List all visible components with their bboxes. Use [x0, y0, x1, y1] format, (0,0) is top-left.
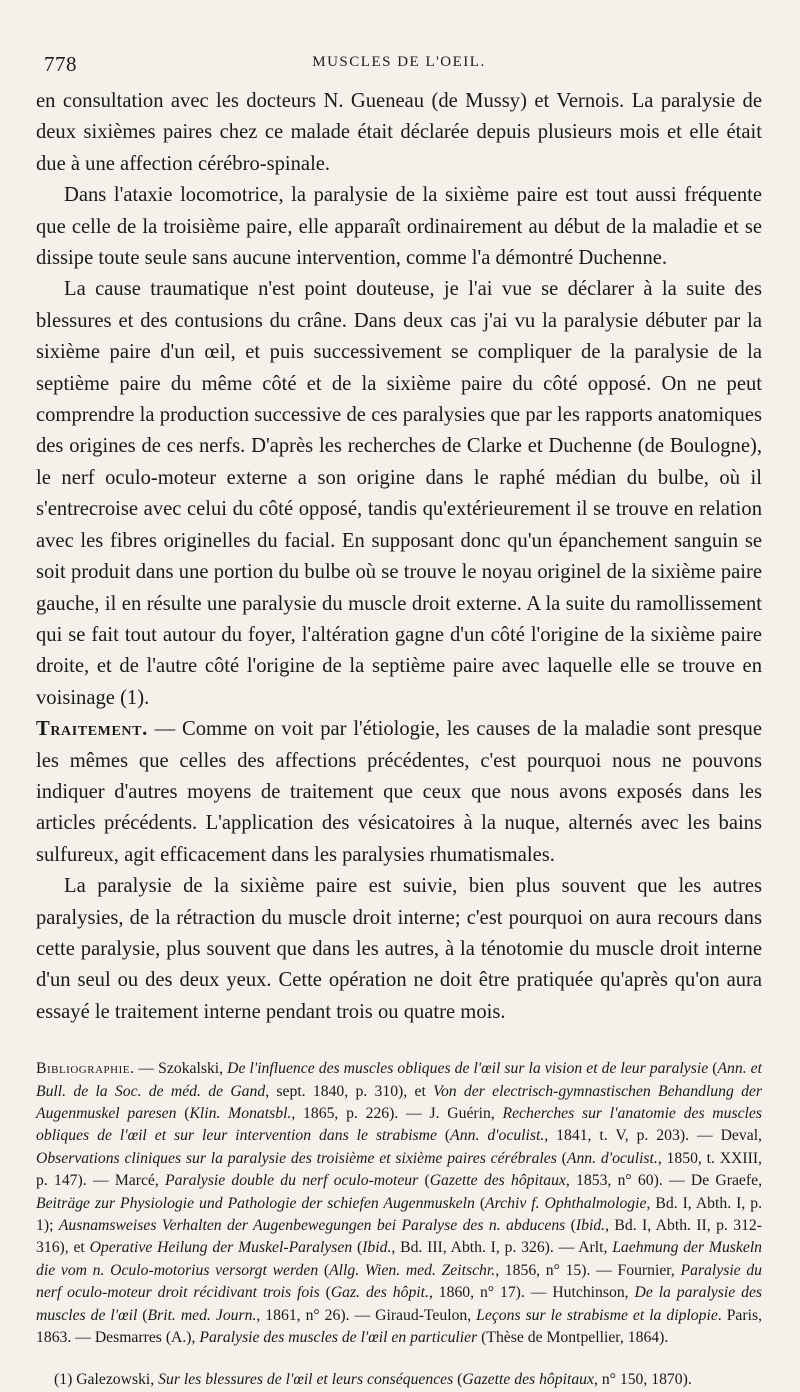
bibliography-entry-post: ( [318, 1261, 330, 1279]
bibliography-entry-pre: — Hutchinson, [530, 1284, 635, 1302]
bibliography-entry-end: , 1865, p. 226). [291, 1105, 407, 1122]
bibliography-entry-end: . Paris, 1863. [36, 1306, 762, 1347]
traitement-heading: Traitement. [36, 718, 148, 741]
bibliography-entry-title: Beiträge zur Physiologie und Pathologie der schiefen Augenmuskeln [36, 1194, 475, 1212]
running-head [36, 46, 762, 86]
footnote-pre: Galezowski, [72, 1371, 159, 1389]
bibliography-entry-src: Allg. Wien. med. Zeitschr. [329, 1261, 496, 1279]
bibliography-entry-end: , 1856, n° 15). [495, 1261, 597, 1279]
bibliography-entry-post: ( [418, 1172, 430, 1190]
bibliography-entry-end: , 1860, n° 17). [428, 1284, 531, 1302]
bibliography-entry-src: Klin. Monatsbl. [189, 1105, 292, 1122]
bibliography-entry-src: Archiv f. Ophthalmologie [485, 1194, 647, 1212]
bibliography-entry-title: Paralysie des muscles de l'œil en particulier [199, 1329, 478, 1347]
bibliography-entry-src: Gazette des hôpitaux [429, 1172, 566, 1190]
body-text [36, 86, 762, 1028]
bibliography-entry-post: ( [319, 1284, 331, 1302]
bibliography-entry-pre: — Deval, [696, 1127, 762, 1145]
bibliography-entry-post: ( [556, 1149, 567, 1167]
bibliography-entry-post: ( [708, 1060, 718, 1078]
footnote-source: Gazette des hôpitaux [462, 1371, 594, 1389]
bibliography-entry-post: ( [137, 1306, 148, 1324]
traitement-text: — Comme on voit par l'étiologie, les causes de la maladie sont presque les mêmes que celles des affections précédentes, c'est pourquoi nous ne pouvons indiquer d'autres moyens de traitement que ceux que nous avons exposés dans les articles précédents. L'application des vésicatoires à la nuque, alternés avec les bains sulfureux, agit efficacement dans les paralysies rhumatismales. [36, 718, 762, 866]
bibliography-entry-title: Observations cliniques sur la paralysie des troisième et sixième paires cérébrales [36, 1149, 557, 1167]
bibliography-entry-post: (Thèse de Montpellier, 1864). [477, 1329, 669, 1347]
bibliography-entry-pre: — Szokalski, [134, 1060, 228, 1078]
bibliography-entry-title: Operative Heilung der Muskel-Paralysen [89, 1239, 353, 1257]
bibliography-entry-title: De l'influence des muscles obliques de l'œil sur la vision et de leur paralysie [227, 1060, 709, 1078]
bibliography-entry-src: Ibid. [362, 1239, 392, 1257]
bibliography-entry-title: Paralysie du nerf oculo-moteur droit récidivant trois fois [36, 1261, 763, 1302]
bibliography-entry-end: , sept. 1840, p. 310), et [265, 1082, 434, 1100]
bibliography-entry-title: Ausnamsweises Verhalten der Augenbewegungen bei Paralyse des n. abducens [58, 1217, 566, 1235]
bibliography-entry-end: , 1861, n° 26). [256, 1306, 355, 1324]
bibliography-entry-end: , Bd. I, Abth. I, p. 1); [36, 1194, 762, 1235]
bibliography-entry-post: ( [352, 1239, 363, 1257]
bibliography-entry-pre: — Giraud-Teulon, [354, 1306, 477, 1324]
bibliography-entry-title: Paralysie double du nerf oculo-moteur [165, 1172, 419, 1190]
bibliography-entry-src: Gaz. des hôpit. [330, 1284, 429, 1302]
bibliography-entry-end: , Bd. III, Abth. I, p. 326). [391, 1239, 559, 1257]
bibliography-entry-title: De la paralysie des muscles de l'œil [36, 1284, 763, 1324]
bibliography-entry-pre: — Arlt, [558, 1239, 613, 1257]
bibliography-entry-pre: — Fournier, [596, 1261, 681, 1279]
bibliography-entry-src: Ann. et Bull. de la Soc. de méd. de Gand [36, 1060, 762, 1100]
bibliography-heading: Bibliographie. [36, 1060, 135, 1078]
bibliography-entry-end: , 1850, t. XXIII, p. 147). [36, 1149, 762, 1190]
footnote-title: Sur les blessures de l'œil et leurs conséquences [158, 1371, 454, 1389]
bibliography-entry-pre: — De Graefe, [668, 1172, 762, 1190]
bibliography-entry-pre: — J. Guérin, [406, 1105, 503, 1122]
paragraph-ataxie: Dans l'ataxie locomotrice, la paralysie de la sixième paire est tout aussi fréquente que celle de la troisième paire, elle apparaît ordinairement au début de la maladie et se dissipe toute seule sans aucune intervention, comme l'a démontré Duchenne. [36, 184, 762, 270]
bibliography-entry-src: Ibid. [575, 1217, 606, 1235]
page-number: 778 [44, 52, 77, 76]
bibliography-entry-end: , 1853, n° 60). [565, 1172, 669, 1190]
bibliography-entry-title: Laehmung der Muskeln die vom n. Oculo-motorius versorgt werden [36, 1239, 763, 1279]
footnote [36, 1369, 762, 1391]
bibliography [36, 1058, 762, 1349]
bibliography-entry-src: Ann. d'oculist. [566, 1149, 658, 1167]
paragraph-continuation: en consultation avec les docteurs N. Gueneau (de Mussy) et Vernois. La paralysie de deux sixièmes paires chez ce malade était déclarée depuis plusieurs mois et elle était due à une affection cérébro-spinale. [36, 90, 762, 175]
paragraph-closing: La paralysie de la sixième paire est suivie, bien plus souvent que les autres paralysies, de la rétraction du muscle droit interne; c'est pourquoi on aura recours dans cette paralysie, plus souvent que dans les autres, à la ténotomie du muscle droit interne d'un seul ou des deux yeux. Cette opération ne doit être pratiquée qu'après qu'on aura essayé le traitement interne pendant trois ou quatre mois. [36, 875, 762, 1023]
bibliography-entry-src: Brit. med. Journ. [147, 1306, 257, 1324]
bibliography-entry-pre: — Desmarres (A.), [75, 1329, 200, 1347]
bibliography-entry-title: Leçons sur le strabisme et la diplopie [476, 1306, 718, 1324]
bibliography-entries [36, 1060, 762, 1346]
footnote-post: ( [453, 1371, 463, 1389]
bibliography-entry-post: ( [565, 1217, 576, 1235]
bibliography-entry-title: Von der electrisch-gymnastischen Behandlung der Augenmuskel paresen [36, 1082, 762, 1122]
bibliography-entry-pre: — Marcé, [92, 1172, 166, 1190]
bibliography-entry-end: , Bd. I, Abth. II, p. 312-316), et [36, 1217, 762, 1257]
bibliography-entry-post: ( [436, 1127, 451, 1145]
running-title: MUSCLES DE L'OEIL. [312, 54, 486, 70]
paragraph-cause-traumatique: La cause traumatique n'est point douteuse, je l'ai vue se déclarer à la suite des blessures et des contusions du crâne. Dans deux cas j'ai vu la paralysie débuter par la sixième paire d'un œil, et puis successivement se compliquer de la paralysie de la septième paire du même côté et de la sixième paire du côté opposé. On ne peut comprendre la production successive de ces paralysies que par les rapports anatomiques des origines de ces nerfs. D'après les recherches de Clarke et Duchenne (de Boulogne), le nerf oculo-moteur externe a son origine dans le raphé médian du bulbe, où il s'entrecroise avec celui du côté opposé, tandis qu'extérieurement il se trouve en relation avec les fibres originelles du facial. En supposant donc qu'un épanchement sanguin se soit produit dans une portion du bulbe où se trouve le noyau originel de la sixième paire gauche, il en résulte une paralysie du muscle droit externe. A la suite du ramollissement qui se fait tout autour du foyer, l'altération gagne d'un côté l'origine de la sixième paire droite, et de l'autre côté l'origine de la septième paire avec laquelle elle se trouve en voisinage (1). [36, 278, 762, 709]
footnote-marker: (1) [54, 1371, 73, 1389]
bibliography-entry-title: Recherches sur l'anatomie des muscles obliques de l'œil et sur leur intervention dans le strabisme [36, 1105, 762, 1145]
bibliography-entry-post: ( [474, 1194, 486, 1212]
bibliography-entry-end: , 1841, t. V, p. 203). [544, 1127, 697, 1145]
bibliography-entry-post: ( [176, 1105, 190, 1122]
bibliography-entry-src: Ann. d'oculist. [450, 1127, 545, 1145]
footnote-end: , n° 150, 1870). [593, 1371, 692, 1389]
paragraph-traitement [36, 714, 762, 871]
